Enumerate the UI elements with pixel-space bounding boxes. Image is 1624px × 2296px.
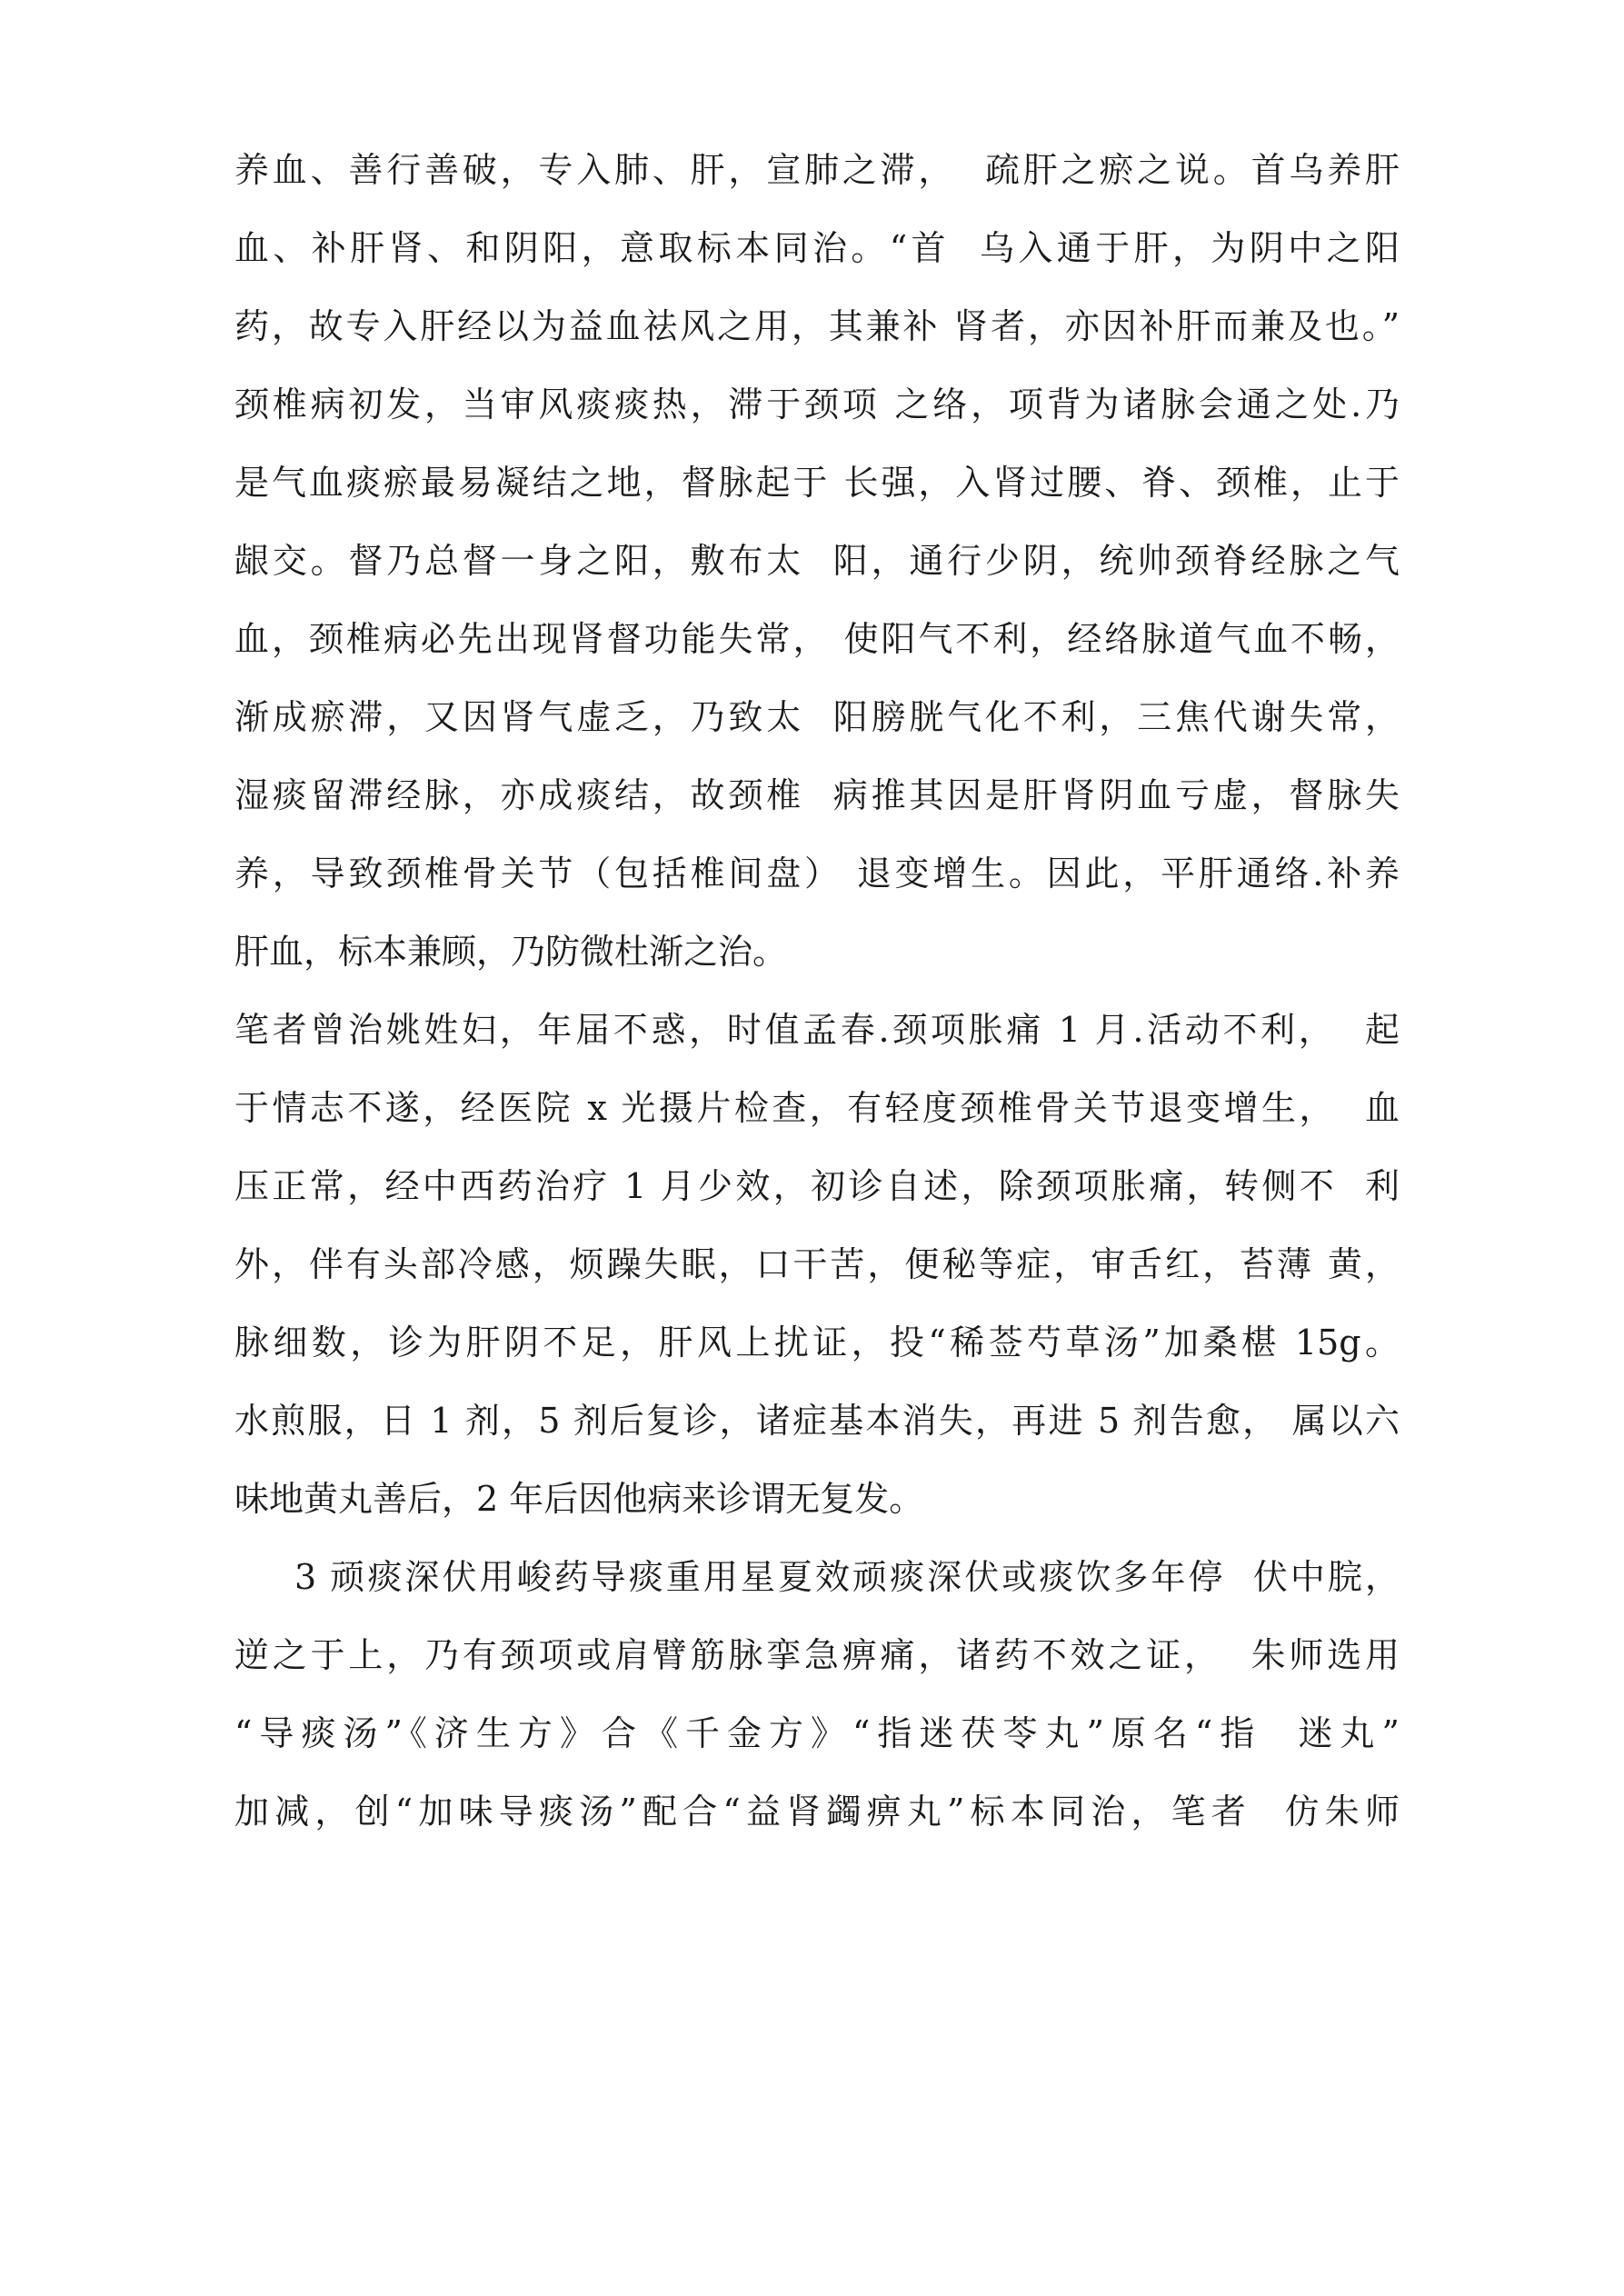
text-line: 笔者曾治姚姓妇，年届不惑，时值孟春.颈项胀痛 1 月.活动不利， 起 xyxy=(234,1010,1400,1050)
text-line: 是气血痰瘀最易凝结之地，督脉起于 长强，入肾过腰、脊、颈椎，止于 xyxy=(234,463,1400,503)
text-line: 于情志不遂，经医院 x 光摄片检查，有轻度颈椎骨关节退变增生， 血 xyxy=(234,1088,1400,1128)
text-line: 压正常，经中西药治疗 1 月少效，初诊自述，除颈项胀痛，转侧不 利 xyxy=(234,1166,1400,1206)
text-line: 味地黄丸善后，2 年后因他病来诊谓无复发。 xyxy=(234,1479,924,1519)
text-line: 药，故专入肝经以为益血祛风之用，其兼补 肾者，亦因补肝而兼及也。” xyxy=(234,306,1400,346)
text-line: 渐成瘀滞，又因肾气虚乏，乃致太 阳膀胱气化不利，三焦代谢失常， xyxy=(234,697,1400,737)
text-line: “导痰汤”《济生方》合《千金方》“指迷茯苓丸”原名“指 迷丸” xyxy=(234,1713,1400,1753)
text-line: 养，导致颈椎骨关节（包括椎间盘） 退变增生。因此，平肝通络.补养 xyxy=(234,854,1400,893)
text-line: 养血、善行善破，专入肺、肝，宣肺之滞， 疏肝之瘀之说。首乌养肝 xyxy=(234,150,1400,190)
text-line: 龈交。督乃总督一身之阳，敷布太 阳，通行少阴，统帅颈脊经脉之气 xyxy=(234,541,1400,581)
text-line: 肝血，标本兼顾，乃防微杜渐之治。 xyxy=(234,932,788,972)
text-line: 脉细数，诊为肝阴不足，肝风上扰证，投“稀莶芍草汤”加桑椹 15g。 xyxy=(234,1323,1400,1363)
text-line: 外，伴有头部冷感，烦躁失眠，口干苦，便秘等症，审舌红，苔薄 黄， xyxy=(234,1244,1400,1284)
section-heading-line: 3 顽痰深伏用峻药导痰重用星夏效顽痰深伏或痰饮多年停 伏中脘， xyxy=(294,1557,1400,1597)
text-line: 血、补肝肾、和阴阳，意取标本同治。“首 乌入通于肝，为阴中之阳 xyxy=(234,228,1400,268)
text-line: 逆之于上，乃有颈项或肩臂筋脉挛急痹痛，诸药不效之证， 朱师选用 xyxy=(234,1635,1400,1675)
text-line: 血，颈椎病必先出现肾督功能失常， 使阳气不利，经络脉道气血不畅， xyxy=(234,619,1400,659)
text-line: 加减，创“加味导痰汤”配合“益肾蠲痹丸”标本同治，笔者 仿朱师 xyxy=(234,1792,1400,1832)
text-line: 湿痰留滞经脉，亦成痰结，故颈椎 病推其因是肝肾阴血亏虚，督脉失 xyxy=(234,775,1400,815)
text-line: 颈椎病初发，当审风痰痰热，滞于颈项 之络，项背为诸脉会通之处.乃 xyxy=(234,384,1400,424)
text-line: 水煎服，日 1 剂，5 剂后复诊，诸症基本消失，再进 5 剂告愈， 属以六 xyxy=(234,1401,1400,1441)
document-body xyxy=(234,131,1400,1851)
